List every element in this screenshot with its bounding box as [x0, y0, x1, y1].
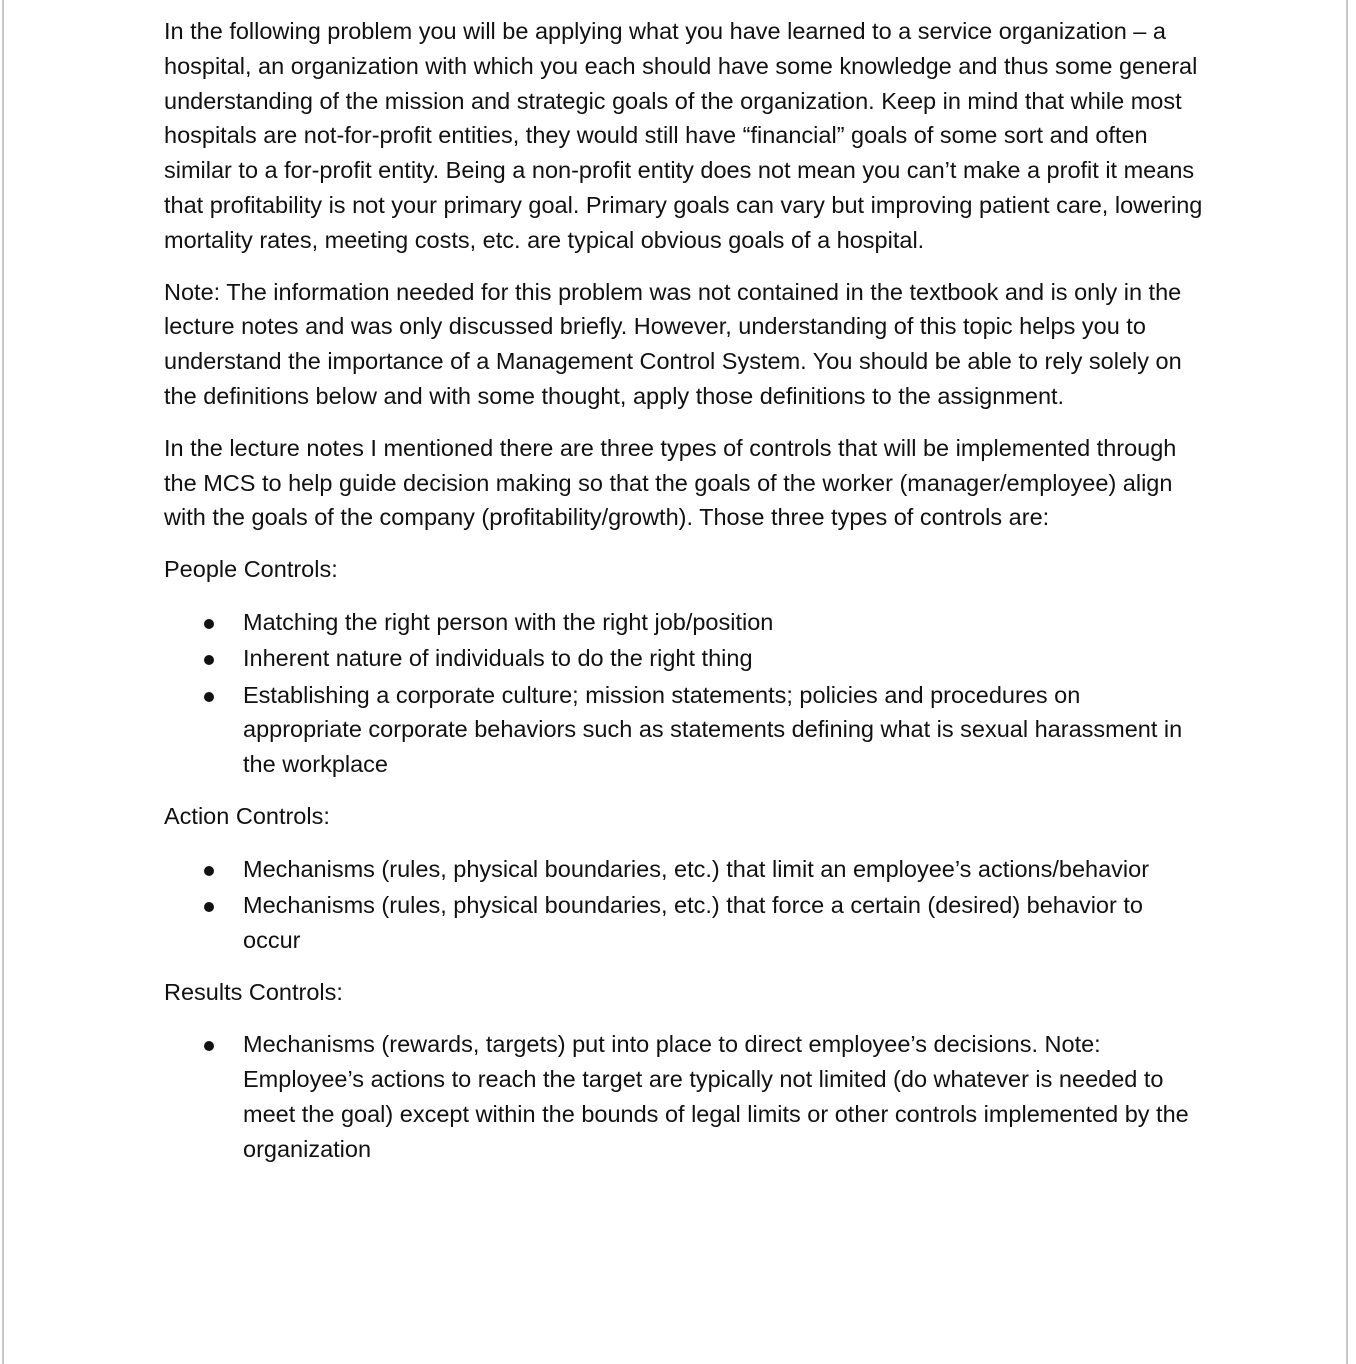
bullet-icon [204, 655, 214, 665]
list-item [164, 605, 1204, 640]
list-item-text: Mechanisms (rules, physical boundaries, etc.) that force a certain (desired) behavior to occur [243, 892, 1143, 953]
list-item-text: Matching the right person with the right job/position [243, 608, 774, 635]
list-item [164, 678, 1204, 782]
action-controls-list [164, 852, 1204, 958]
bullet-icon [204, 866, 214, 876]
bullet-icon [204, 619, 214, 629]
list-item-text: Mechanisms (rewards, targets) put into place to direct employee’s decisions. Note: Employee’s actions to reach the target are typically not limited (do whatever is needed to meet the goal) except within the bounds of legal limits or other controls implemented by the organization [243, 1031, 1189, 1162]
note-paragraph: Note: The information needed for this problem was not contained in the textbook and is only in the lecture notes and was only discussed briefly. However, understanding of this topic helps you to understand the importance of a Management Control System. You should be able to rely solely on the definitions below and with some thought, apply those definitions to the assignment. [164, 278, 1182, 409]
document-body [164, 14, 1204, 1184]
people-controls-list [164, 605, 1204, 782]
list-item-text: Mechanisms (rules, physical boundaries, etc.) that limit an employee’s actions/behavior [243, 855, 1150, 882]
list-item [164, 852, 1204, 887]
list-item [164, 888, 1204, 958]
results-controls-list [164, 1027, 1204, 1166]
bullet-icon [204, 902, 214, 912]
bullet-icon [204, 1041, 214, 1051]
list-item [164, 1027, 1204, 1166]
list-item-text: Inherent nature of individuals to do the right thing [243, 645, 753, 672]
list-item [164, 641, 1204, 676]
action-controls-heading: Action Controls: [164, 802, 330, 829]
bullet-icon [204, 692, 214, 702]
document-page [2, 0, 1348, 1364]
controls-intro-paragraph: In the lecture notes I mentioned there are three types of controls that will be implemented through the MCS to help guide decision making so that the goals of the worker (manager/employee) align with the goals of the company (profitability/growth). Those three types of controls are: [164, 434, 1177, 531]
results-controls-heading: Results Controls: [164, 978, 343, 1005]
people-controls-heading: People Controls: [164, 556, 338, 583]
intro-paragraph: In the following problem you will be applying what you have learned to a service organization – a hospital, an organization with which you each should have some knowledge and thus some general understanding of the mission and strategic goals of the organization. Keep in mind that while most hospitals are not-for-profit entities, they would still have “financial” goals of some sort and often similar to a for-profit entity. Being a non-profit entity does not mean you can’t make a profit it means that profitability is not your primary goal. Primary goals can vary but improving patient care, lowering mortality rates, meeting costs, etc. are typical obvious goals of a hospital. [164, 18, 1203, 253]
list-item-text: Establishing a corporate culture; mission statements; policies and procedures on appropriate corporate behaviors such as statements defining what is sexual harassment in the workplace [243, 681, 1183, 778]
